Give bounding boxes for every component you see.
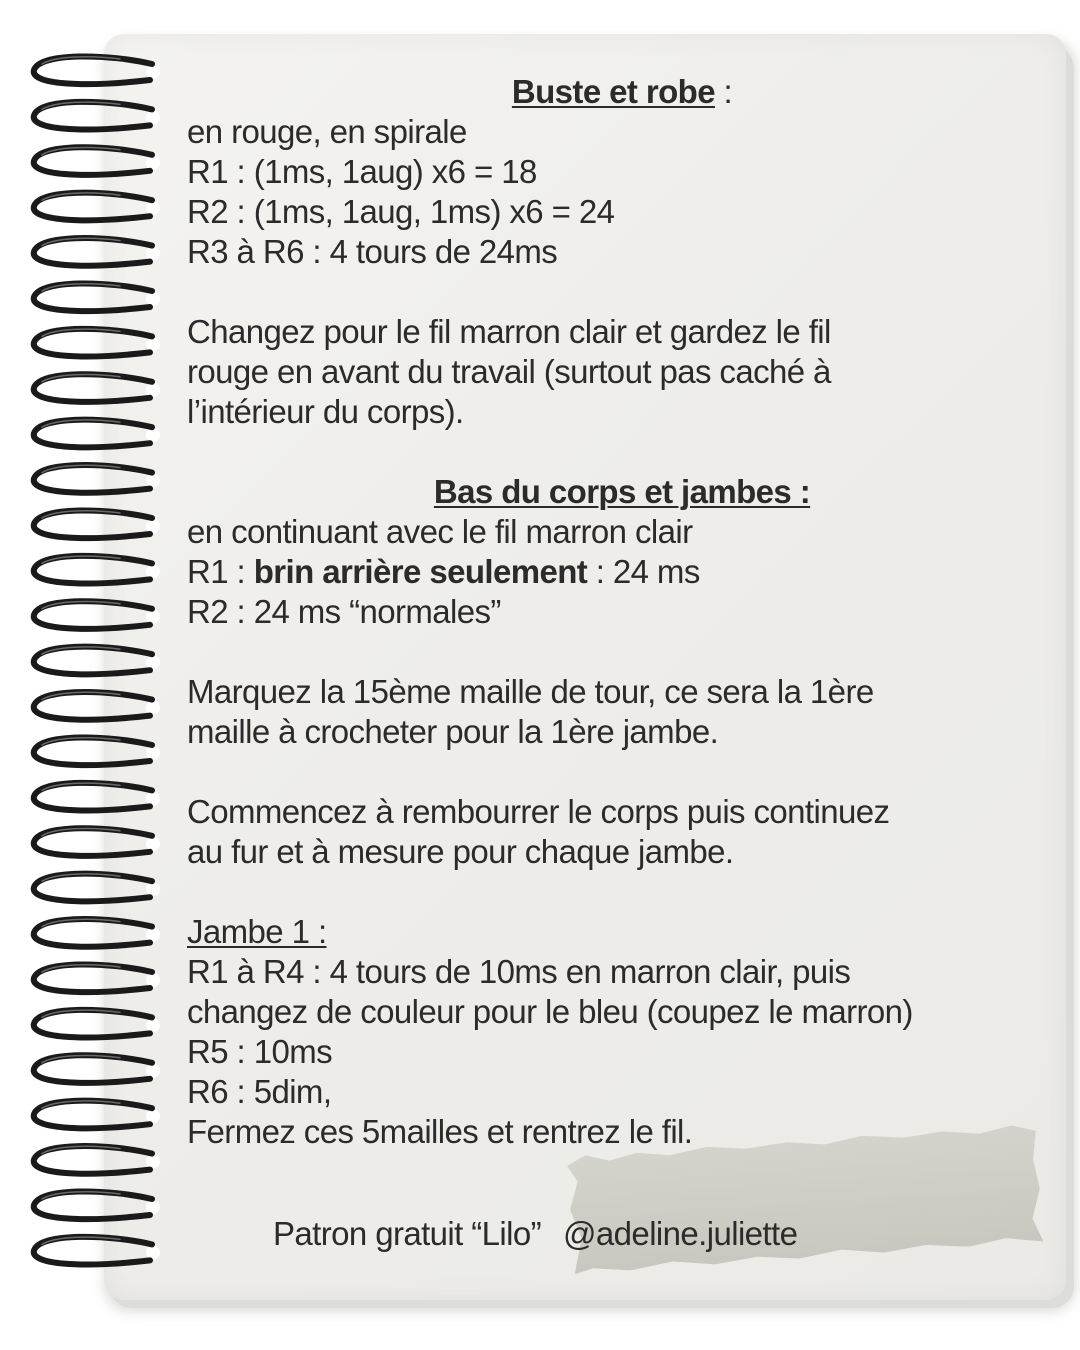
binding-hole — [146, 201, 160, 215]
jambe1-line: R5 : 10ms — [187, 1033, 332, 1070]
binding-hole — [146, 247, 160, 261]
section-heading-buste: Buste et robe : — [511, 73, 733, 110]
binding-hole — [146, 973, 160, 987]
jambe1-line: R6 : 5dim, — [187, 1073, 332, 1110]
binding-hole — [146, 519, 160, 533]
pattern-label: Patron gratuit “Lilo” — [273, 1215, 542, 1252]
binding-hole — [146, 701, 160, 715]
binding-hole — [146, 791, 160, 805]
binding-hole — [146, 655, 160, 669]
jambe1-line: changez de couleur pour le bleu (coupez le marron) — [187, 993, 913, 1030]
jambe1-line: Fermez ces 5mailles et rentrez le fil. — [187, 1113, 693, 1150]
stuffing-note-line: au fur et à mesure pour chaque jambe. — [187, 833, 734, 870]
binding-hole — [146, 383, 160, 397]
binding-hole — [146, 564, 160, 578]
section-heading-bas: Bas du corps et jambes : — [433, 473, 811, 510]
binding-hole — [146, 292, 160, 306]
marker-note-line: Marquez la 15ème maille de tour, ce sera la 1ère — [187, 673, 874, 710]
binding-hole — [146, 837, 160, 851]
binding-hole — [146, 1200, 160, 1214]
bas-r2-line: R2 : 24 ms “normales” — [187, 593, 501, 630]
jambe1-line: R1 à R4 : 4 tours de 10ms en marron clair, puis — [187, 953, 851, 990]
change-note-line: Changez pour le fil marron clair et gardez le fil — [187, 313, 831, 350]
binding-hole — [146, 65, 160, 79]
footer-credit — [273, 1214, 973, 1254]
binding-hole — [146, 928, 160, 942]
binding-hole — [146, 428, 160, 442]
binding-hole — [146, 156, 160, 170]
binding-hole — [146, 1109, 160, 1123]
binding-hole — [146, 474, 160, 488]
pattern-text — [187, 72, 1057, 1152]
section-heading-jambe1: Jambe 1 : — [187, 913, 327, 950]
change-note-line: rouge en avant du travail (surtout pas caché à — [187, 353, 831, 390]
binding-hole — [146, 610, 160, 624]
author-handle: @adeline.juliette — [563, 1215, 798, 1252]
marker-note-line: maille à crocheter pour la 1ère jambe. — [187, 713, 719, 750]
spiral-binding — [0, 0, 180, 1350]
binding-hole — [146, 1155, 160, 1169]
stuffing-note-line: Commencez à rembourrer le corps puis continuez — [187, 793, 890, 830]
binding-hole — [146, 1245, 160, 1259]
change-note-line: l’intérieur du corps). — [187, 393, 464, 430]
binding-hole — [146, 1064, 160, 1078]
binding-hole — [146, 1018, 160, 1032]
buste-line: R1 : (1ms, 1aug) x6 = 18 — [187, 153, 537, 190]
bas-r1-line: R1 : brin arrière seulement : 24 ms — [187, 553, 700, 590]
binding-hole — [146, 882, 160, 896]
buste-line: R3 à R6 : 4 tours de 24ms — [187, 233, 558, 270]
buste-line: R2 : (1ms, 1aug, 1ms) x6 = 24 — [187, 193, 615, 230]
binding-hole — [146, 337, 160, 351]
binding-hole — [146, 746, 160, 760]
bas-line: en continuant avec le fil marron clair — [187, 513, 693, 550]
binding-hole — [146, 110, 160, 124]
buste-line: en rouge, en spirale — [187, 113, 467, 150]
